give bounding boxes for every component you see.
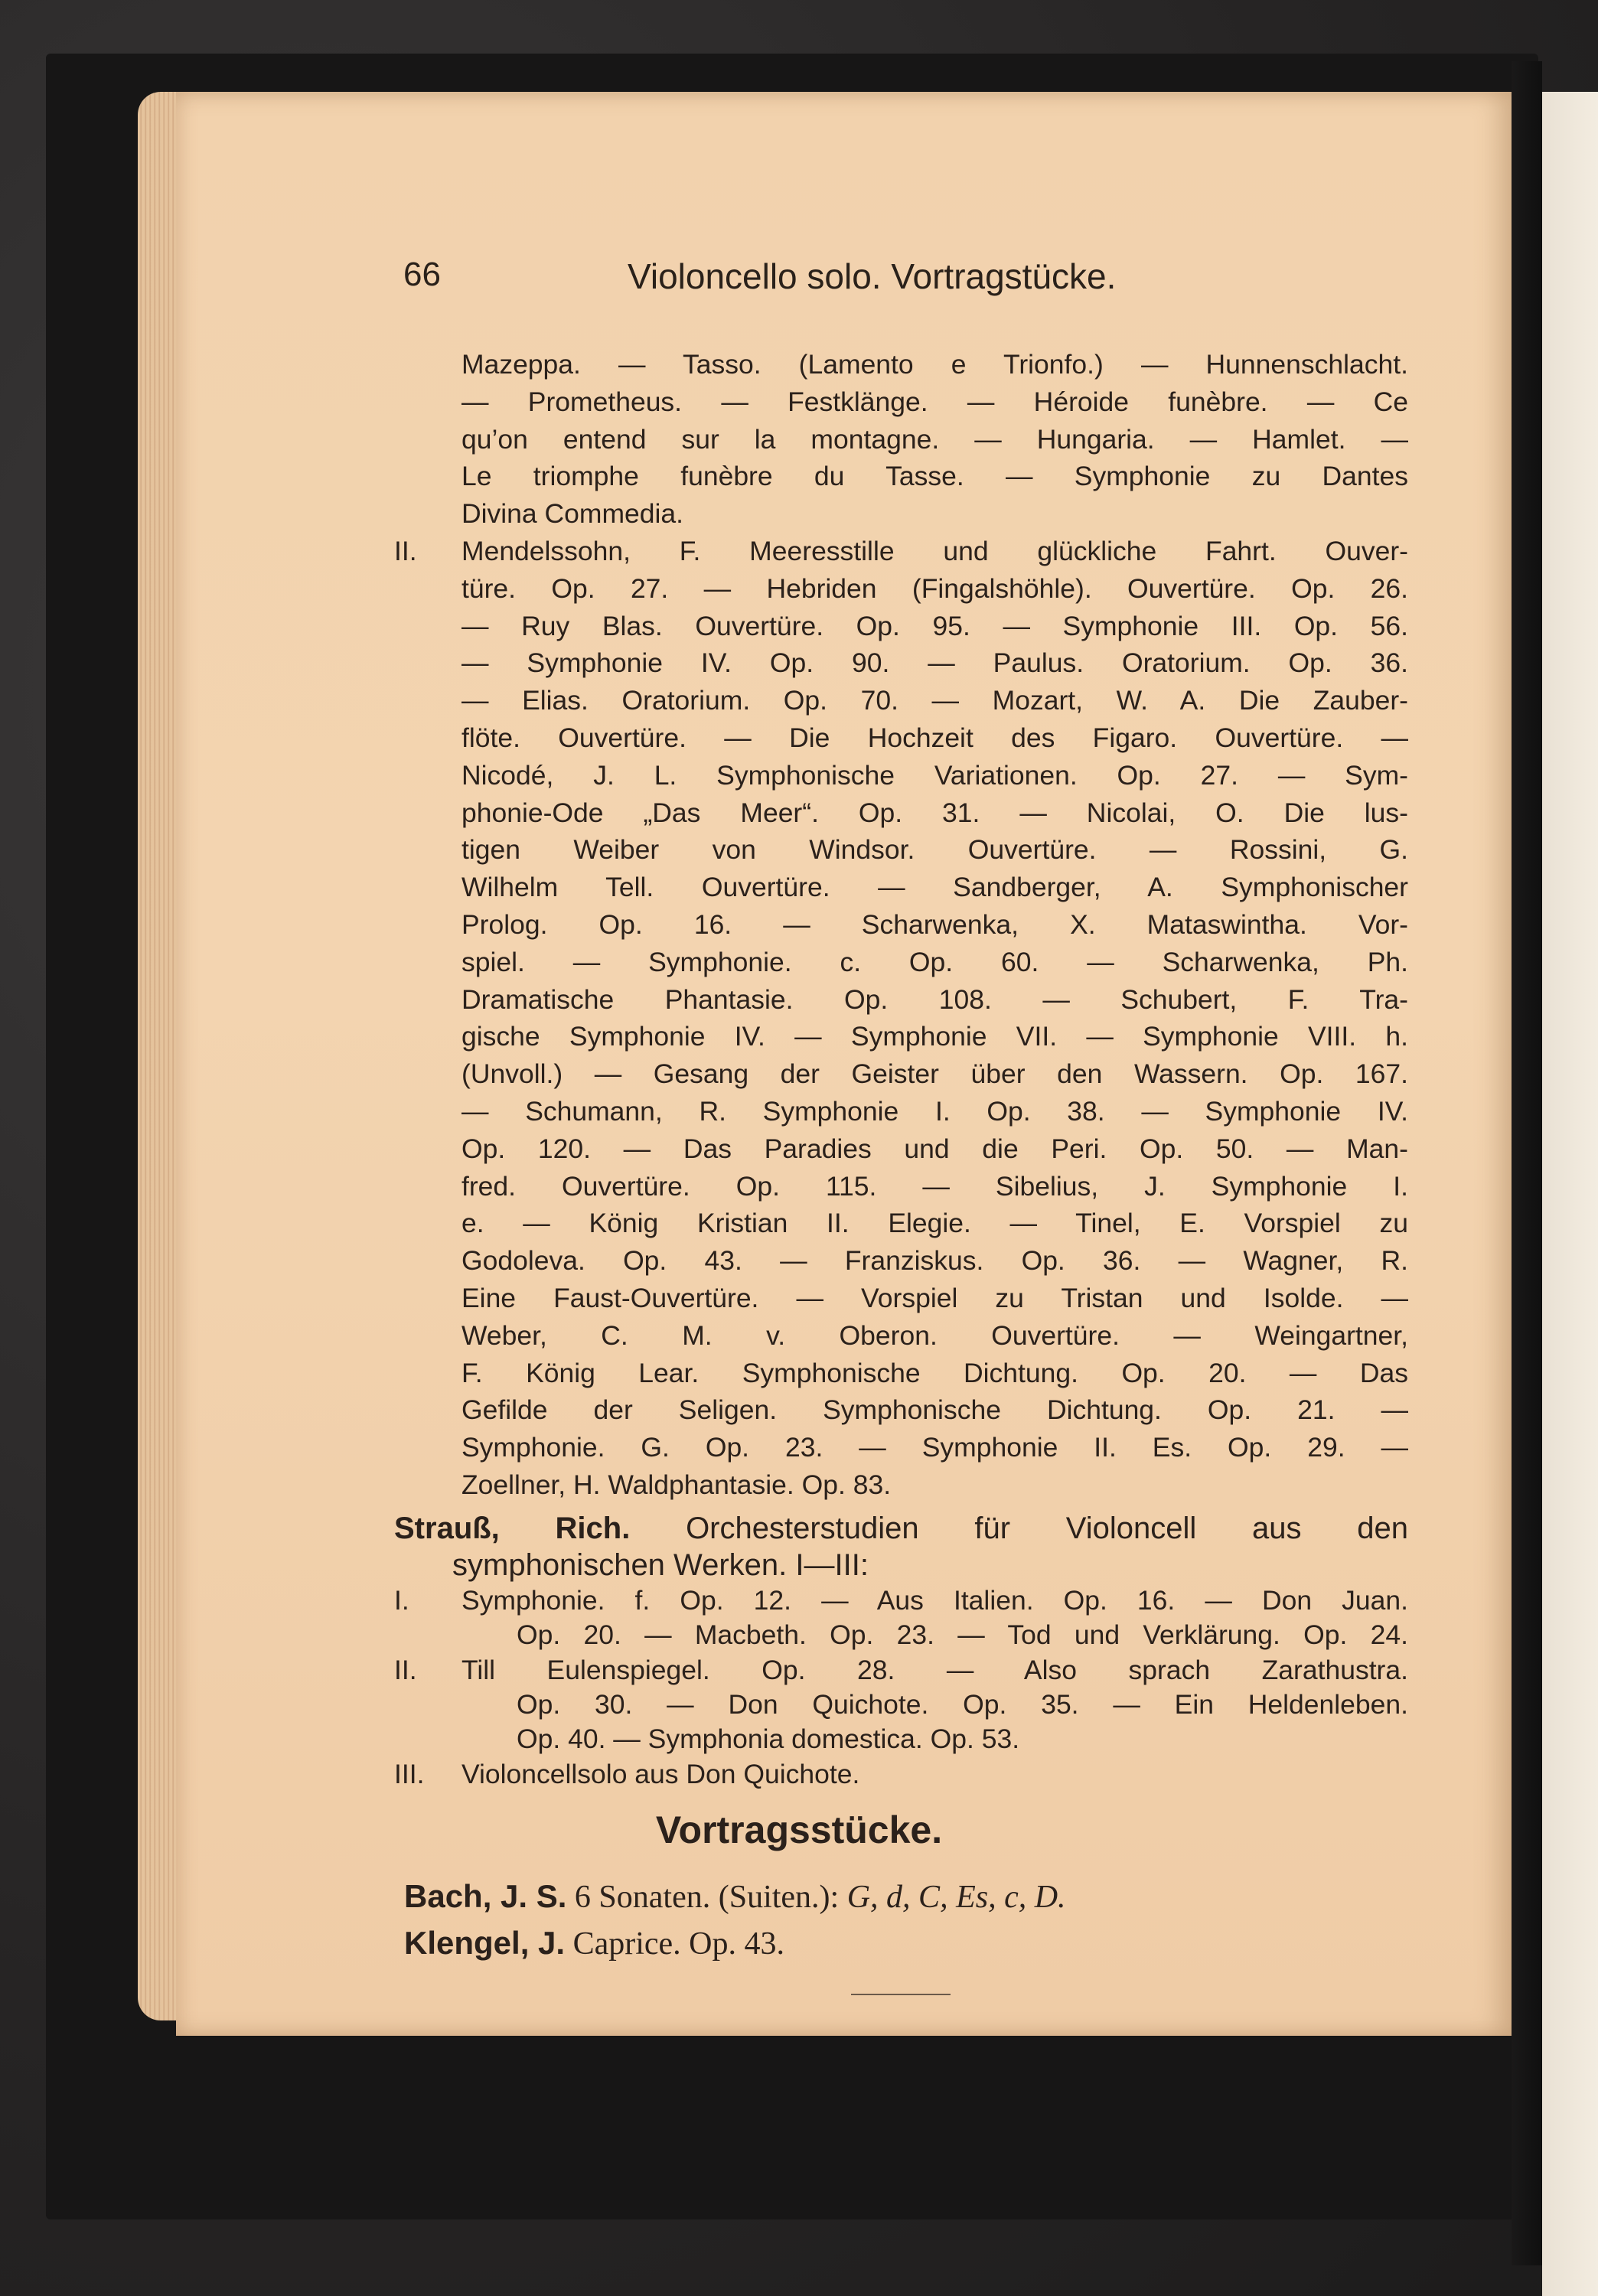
text-line: — Elias. Oratorium. Op. 70. — Mozart, W. A. Die Zauber- [461, 685, 1408, 716]
text-line: Zoellner, H. Waldphantasie. Op. 83. [461, 1469, 892, 1500]
text-line: e. — König Kristian II. Elegie. — Tinel, E. Vorspiel zu [461, 1208, 1408, 1239]
text-line: Nicodé, J. L. Symphonische Variationen. Op. 27. — Sym- [461, 759, 1408, 791]
item-number: II. [394, 1654, 417, 1685]
section-ii [394, 533, 1408, 1504]
text-line: Op. 30. — Don Quichote. Op. 35. — Ein Heldenleben. [517, 1688, 1408, 1720]
text-line: Op. 40. — Symphonia domestica. Op. 53. [517, 1724, 1020, 1755]
entry-text: Caprice. Op. 43. [572, 1926, 784, 1962]
text-line: Op. 120. — Das Paradies und die Peri. Op. 50. — Man- [461, 1133, 1408, 1164]
strauss-item-2 [394, 1653, 1408, 1757]
text-line: spiel. — Symphonie. c. Op. 60. — Scharwenka, Ph. [461, 946, 1408, 977]
composer-name: Strauß, Rich. [394, 1511, 631, 1545]
text-line: türe. Op. 27. — Hebriden (Fingalshöhle). Ouvertüre. Op. 26. [461, 572, 1408, 604]
entry-bach [404, 1874, 1399, 1920]
main-text [394, 346, 1408, 1792]
text-line: flöte. Ouvertüre. — Die Hochzeit des Figaro. Ouvertüre. — [461, 722, 1408, 753]
text-line: Symphonie. f. Op. 12. — Aus Italien. Op. 16. — Don Juan. [461, 1584, 1408, 1616]
text-line: Mendelssohn, F. Meeresstille und glückliche Fahrt. Ouver- [461, 535, 1408, 566]
text-line: — Schumann, R. Symphonie I. Op. 38. — Symphonie IV. [461, 1095, 1408, 1127]
text-line: — Symphonie IV. Op. 90. — Paulus. Oratorium. Op. 36. [461, 647, 1408, 679]
section-number: II. [394, 535, 417, 566]
item-number: I. [394, 1584, 409, 1616]
text-line: — Prometheus. — Festklänge. — Héroide funèbre. — Ce [461, 386, 1408, 417]
text-line: Gefilde der Seligen. Symphonische Dichtung. Op. 21. — [461, 1394, 1408, 1426]
entry-keys: G, d, C, Es, c, D. [846, 1880, 1066, 1915]
text-line: symphonischen Werken. I—III: [452, 1548, 869, 1582]
liszt-block [394, 346, 1408, 533]
page-header [0, 256, 1598, 302]
end-rule [851, 1994, 951, 1995]
text-line: Eine Faust-Ouvertüre. — Vorspiel zu Tristan und Isolde. — [461, 1282, 1408, 1313]
facing-page-edge [1542, 92, 1598, 2296]
text-line: Divina Commedia. [461, 498, 684, 530]
strauss-item-3 [394, 1757, 1408, 1792]
composer-name: Klengel, J. [404, 1925, 566, 1961]
composer-name: Bach, J. S. [404, 1878, 567, 1914]
text-line: tigen Weiber von Windsor. Ouvertüre. — Rossini, G. [461, 834, 1408, 866]
item-number: III. [394, 1758, 425, 1789]
text-line: phonie-Ode „Das Meer“. Op. 31. — Nicolai, O. Die lus- [461, 797, 1408, 828]
strauss-heading-line [394, 1510, 1408, 1547]
section-title: Vortragsstücke. [655, 1808, 943, 1851]
text-line: Dramatische Phantasie. Op. 108. — Schubert, F. Tra- [461, 983, 1408, 1015]
text-line: Le triomphe funèbre du Tasse. — Symphonie zu Dantes [461, 461, 1408, 492]
text-line: Till Eulenspiegel. Op. 28. — Also sprach Zarathustra. [461, 1654, 1408, 1685]
running-title: Violoncello solo. Vortragstücke. [628, 256, 1117, 296]
strauss-item-1 [394, 1583, 1408, 1653]
entry-klengel [404, 1920, 1399, 1967]
entries-list [404, 1874, 1399, 1967]
book-gutter [1512, 61, 1542, 2265]
text-line: Weber, C. M. v. Oberon. Ouvertüre. — Weingartner, [461, 1319, 1408, 1351]
text-line: Wilhelm Tell. Ouvertüre. — Sandberger, A. Symphonischer [461, 872, 1408, 903]
text-line: fred. Ouvertüre. Op. 115. — Sibelius, J. Symphonie I. [461, 1170, 1408, 1202]
text-line: Mazeppa. — Tasso. (Lamento e Trionfo.) — Hunnenschlacht. [461, 349, 1408, 380]
text-line: (Unvoll.) — Gesang der Geister über den Wassern. Op. 167. [461, 1058, 1408, 1090]
text-line: Symphonie. G. Op. 23. — Symphonie II. Es. Op. 29. — [461, 1432, 1408, 1463]
text-line: Violoncellsolo aus Don Quichote. [461, 1758, 860, 1789]
text-span: Orchesterstudien für Violoncell aus den [686, 1511, 1408, 1545]
text-line: Op. 20. — Macbeth. Op. 23. — Tod und Verklärung. Op. 24. [517, 1619, 1408, 1651]
text-line: Prolog. Op. 16. — Scharwenka, X. Mataswintha. Vor- [461, 908, 1408, 940]
text-line: qu’on entend sur la montagne. — Hungaria. — Hamlet. — [461, 423, 1408, 455]
entry-text: 6 Sonaten. (Suiten.): [574, 1880, 840, 1915]
text-line: — Ruy Blas. Ouvertüre. Op. 95. — Symphonie III. Op. 56. [461, 610, 1408, 641]
text-line: Godoleva. Op. 43. — Franziskus. Op. 36. — Wagner, R. [461, 1245, 1408, 1277]
text-line: F. König Lear. Symphonische Dichtung. Op. 20. — Das [461, 1357, 1408, 1388]
page-number: 66 [403, 256, 441, 293]
strauss-entry [394, 1510, 1408, 1583]
text-line: gische Symphonie IV. — Symphonie VII. — Symphonie VIII. h. [461, 1021, 1408, 1052]
